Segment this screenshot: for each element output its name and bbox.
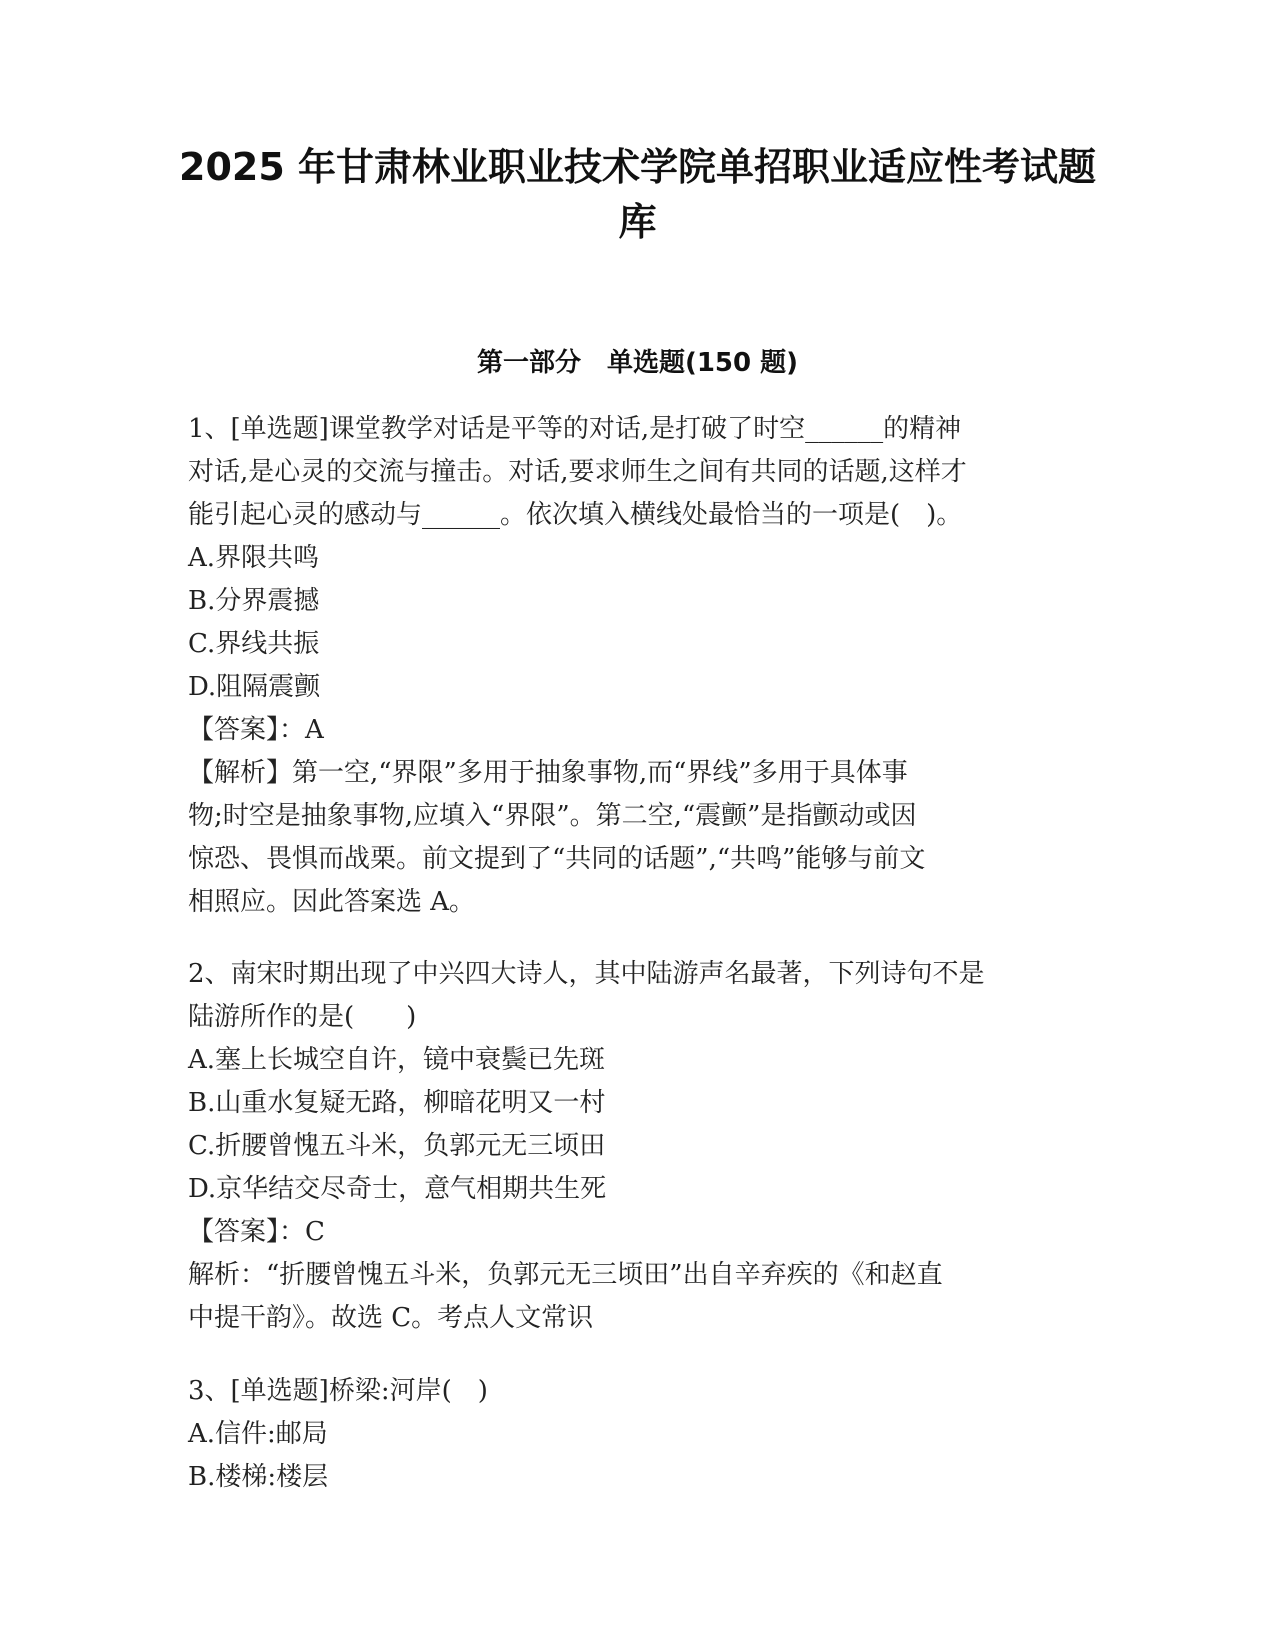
option-c: C.折腰曾愧五斗米，负郭元无三顷田 [188, 1131, 606, 1161]
question-stem-line: 2、南宋时期出现了中兴四大诗人，其中陆游声名最著，下列诗句不是 [188, 959, 985, 989]
question-2 [188, 953, 1088, 1340]
explanation-line: 惊恐、畏惧而战栗。前文提到了“共同的话题”,“共鸣”能够与前文 [188, 844, 926, 874]
option-a: A.信件:邮局 [188, 1419, 328, 1449]
question-stem-line: 能引起心灵的感动与______。依次填入横线处最恰当的一项是( )。 [188, 500, 963, 530]
question-1 [188, 408, 1088, 924]
question-stem-line: 对话,是心灵的交流与撞击。对话,要求师生之间有共同的话题,这样才 [188, 457, 967, 487]
explanation-line: 解析：“折腰曾愧五斗米，负郭元无三顷田”出自辛弃疾的《和赵直 [188, 1260, 943, 1290]
option-b: B.分界震撼 [188, 586, 320, 616]
option-a: A.塞上长城空自许，镜中衰鬓已先斑 [188, 1045, 606, 1075]
explanation-line: 相照应。因此答案选 A。 [188, 887, 476, 917]
document-title [160, 140, 1115, 250]
explanation-line: 【解析】第一空,“界限”多用于抽象事物,而“界线”多用于具体事 [188, 758, 908, 788]
section-heading: 第一部分 单选题(150 题) [476, 348, 799, 378]
question-stem-line: 陆游所作的是( ) [188, 1002, 417, 1032]
option-a: A.界限共鸣 [188, 543, 320, 573]
option-b: B.山重水复疑无路，柳暗花明又一村 [188, 1088, 606, 1118]
document-title-line-2: 库 [618, 200, 657, 244]
document-title-line-1: 2025 年甘肃林业职业技术学院单招职业适应性考试题 [179, 145, 1096, 189]
option-c: C.界线共振 [188, 629, 320, 659]
answer-line: 【答案】：A [188, 715, 324, 745]
question-stem-line: 1、[单选题]课堂教学对话是平等的对话,是打破了时空______的精神 [188, 414, 962, 444]
answer-line: 【答案】：C [188, 1217, 325, 1247]
explanation-line: 物;时空是抽象事物,应填入“界限”。第二空,“震颤”是指颤动或因 [188, 801, 917, 831]
option-d: D.阻隔震颤 [188, 672, 321, 702]
question-stem-line: 3、[单选题]桥梁:河岸( ) [188, 1376, 488, 1406]
option-d: D.京华结交尽奇士，意气相期共生死 [188, 1174, 607, 1204]
explanation-line: 中提干韵》。故选 C。考点人文常识 [188, 1303, 594, 1333]
question-3 [188, 1370, 1088, 1499]
option-b: B.楼梯:楼层 [188, 1462, 329, 1492]
